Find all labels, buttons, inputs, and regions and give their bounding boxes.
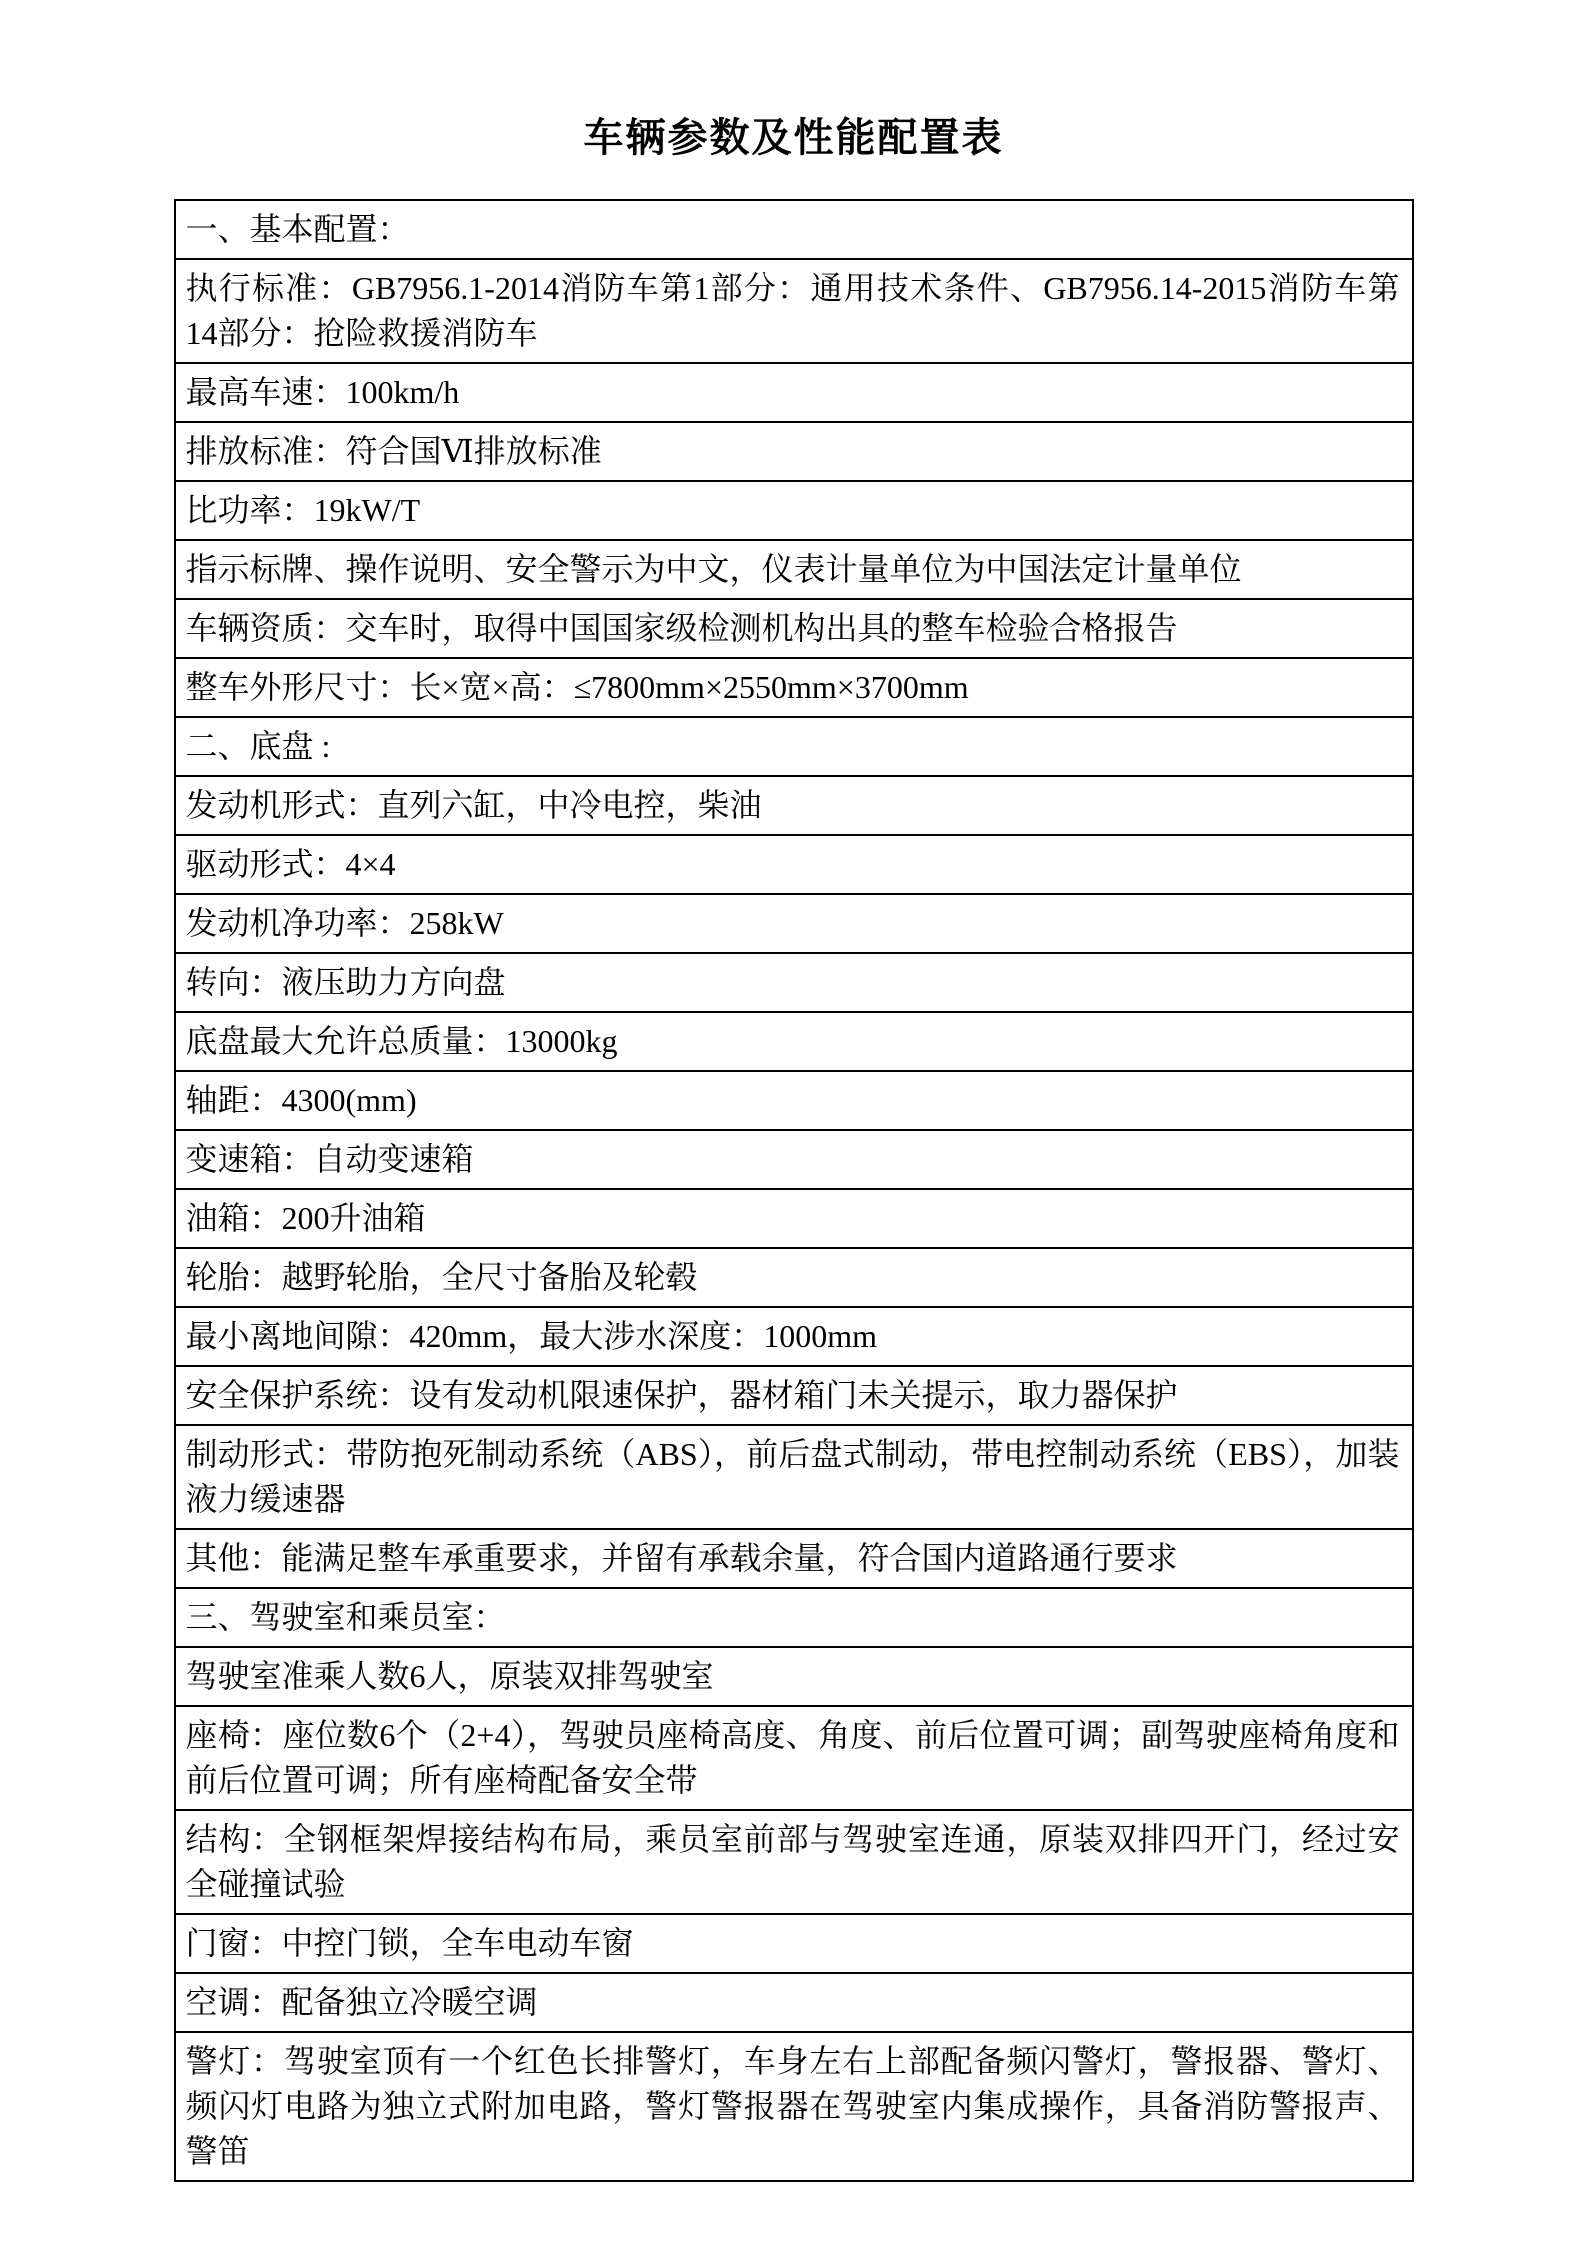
section-header-text: 三、驾驶室和乘员室：: [175, 1588, 1413, 1647]
table-row: [175, 835, 1413, 894]
table-row: [175, 1189, 1413, 1248]
table-row: [175, 540, 1413, 599]
row-text: 指示标牌、操作说明、安全警示为中文，仪表计量单位为中国法定计量单位: [175, 540, 1413, 599]
row-text: 比功率：19kW/T: [175, 481, 1413, 540]
table-row: [175, 599, 1413, 658]
row-text: 车辆资质：交车时，取得中国国家级检测机构出具的整车检验合格报告: [175, 599, 1413, 658]
table-row: [175, 1706, 1413, 1810]
table-row: [175, 1647, 1413, 1706]
row-text: 警灯：驾驶室顶有一个红色长排警灯，车身左右上部配备频闪警灯，警报器、警灯、频闪灯电路为独立式附加电路，警灯警报器在驾驶室内集成操作，具备消防警报声、警笛: [175, 2032, 1413, 2181]
row-text: 驱动形式：4×4: [175, 835, 1413, 894]
row-text: 门窗：中控门锁，全车电动车窗: [175, 1914, 1413, 1973]
section-header-text: 一、基本配置：: [175, 200, 1413, 259]
section-header-row: [175, 1588, 1413, 1647]
table-row: [175, 658, 1413, 717]
page-title: 车辆参数及性能配置表: [583, 115, 1004, 160]
table-row: [175, 894, 1413, 953]
row-text: 结构：全钢框架焊接结构布局，乘员室前部与驾驶室连通，原装双排四开门，经过安全碰撞试验: [175, 1810, 1413, 1914]
table-row: [175, 1914, 1413, 1973]
spec-table-body: [175, 200, 1413, 2181]
row-text: 转向：液压助力方向盘: [175, 953, 1413, 1012]
table-row: [175, 1248, 1413, 1307]
row-text: 安全保护系统：设有发动机限速保护，器材箱门未关提示，取力器保护: [175, 1366, 1413, 1425]
table-row: [175, 259, 1413, 363]
row-text: 制动形式：带防抱死制动系统（ABS），前后盘式制动，带电控制动系统（EBS），加装液力缓速器: [175, 1425, 1413, 1529]
section-header-row: [175, 200, 1413, 259]
row-text: 整车外形尺寸：长×宽×高：≤7800mm×2550mm×3700mm: [175, 658, 1413, 717]
table-row: [175, 1973, 1413, 2032]
table-row: [175, 1425, 1413, 1529]
row-text: 最高车速：100km/h: [175, 363, 1413, 422]
table-row: [175, 2032, 1413, 2181]
table-row: [175, 1366, 1413, 1425]
table-row: [175, 1307, 1413, 1366]
section-header-text: 二、底盘 :: [175, 717, 1413, 776]
table-row: [175, 481, 1413, 540]
row-text: 轮胎：越野轮胎，全尺寸备胎及轮毂: [175, 1248, 1413, 1307]
table-row: [175, 1071, 1413, 1130]
table-row: [175, 1130, 1413, 1189]
row-text: 其他：能满足整车承重要求，并留有承载余量，符合国内道路通行要求: [175, 1529, 1413, 1588]
table-row: [175, 1012, 1413, 1071]
table-row: [175, 776, 1413, 835]
row-text: 底盘最大允许总质量：13000kg: [175, 1012, 1413, 1071]
row-text: 座椅：座位数6个（2+4），驾驶员座椅高度、角度、前后位置可调；副驾驶座椅角度和前后位置可调；所有座椅配备安全带: [175, 1706, 1413, 1810]
row-text: 油箱：200升油箱: [175, 1189, 1413, 1248]
table-row: [175, 1810, 1413, 1914]
row-text: 排放标准：符合国Ⅵ排放标准: [175, 422, 1413, 481]
row-text: 发动机形式：直列六缸，中冷电控，柴油: [175, 776, 1413, 835]
row-text: 驾驶室准乘人数6人，原装双排驾驶室: [175, 1647, 1413, 1706]
spec-table: [174, 199, 1414, 2182]
table-row: [175, 953, 1413, 1012]
row-text: 发动机净功率：258kW: [175, 894, 1413, 953]
table-row: [175, 1529, 1413, 1588]
row-text: 轴距：4300(mm): [175, 1071, 1413, 1130]
row-text: 空调：配备独立冷暖空调: [175, 1973, 1413, 2032]
row-text: 变速箱：自动变速箱: [175, 1130, 1413, 1189]
table-row: [175, 363, 1413, 422]
section-header-row: [175, 717, 1413, 776]
table-row: [175, 422, 1413, 481]
row-text: 执行标准：GB7956.1-2014消防车第1部分：通用技术条件、GB7956.14-2015消防车第14部分：抢险救援消防车: [175, 259, 1413, 363]
row-text: 最小离地间隙：420mm，最大涉水深度：1000mm: [175, 1307, 1413, 1366]
